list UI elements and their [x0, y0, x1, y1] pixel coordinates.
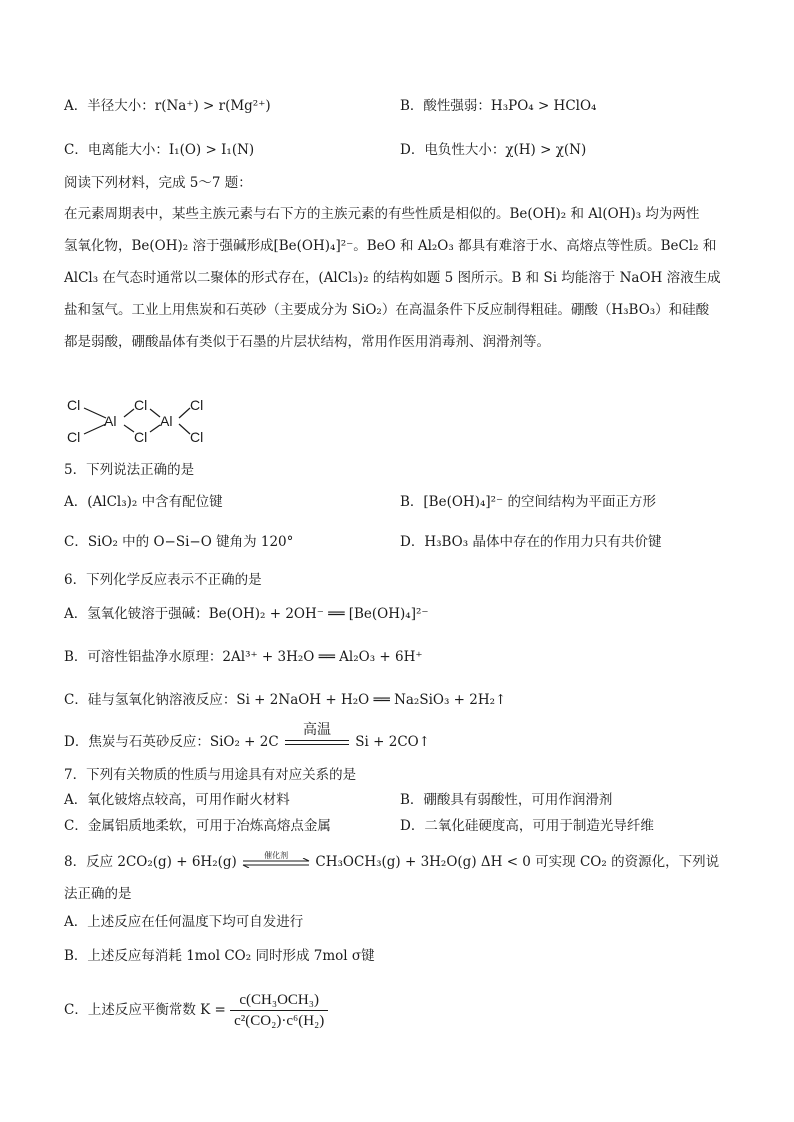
material-paragraph — [64, 204, 734, 364]
material-line: AlCl₃ 在气态时通常以二聚体的形式存在，(AlCl₃)₂ 的结构如题 5 图所示。B 和 Si 均能溶于 NaOH 溶液生成 — [64, 270, 721, 286]
material-line: 在元素周期表中，某些主族元素与右下方的主族元素的有些性质是相似的。Be(OH)₂ 和 Al(OH)₃ 均为两性 — [64, 206, 700, 222]
chlorine-atom-label: Cl — [67, 429, 81, 445]
alcl3-dimer-structure — [62, 392, 222, 450]
catalyst-label: 催化剂 — [264, 851, 289, 860]
q4-option-d: D．电负性大小：χ(H) > χ(N) — [400, 142, 587, 158]
fraction-numerator: c(CH₃OCH₃) — [230, 990, 328, 1011]
q6-option-a: A．氢氧化铍溶于强碱：Be(OH)₂ + 2OH⁻ ══ [Be(OH)₄]²⁻ — [64, 606, 429, 622]
q7-option-c: C．金属铝质地柔软，可用于冶炼高熔点金属 — [64, 818, 331, 834]
q7-option-a: A．氧化铍熔点较高，可用作耐火材料 — [64, 792, 290, 808]
q6-option-d — [64, 722, 431, 752]
q4-option-c: C．电离能大小：I₁(O) > I₁(N) — [64, 142, 255, 158]
chlorine-atom-label: Cl — [134, 397, 148, 413]
chlorine-atom-label: Cl — [190, 397, 204, 413]
aluminum-atom-label: Al — [160, 413, 173, 429]
q7-stem: 7．下列有关物质的性质与用途具有对应关系的是 — [64, 767, 357, 783]
q8-products: CH₃OCH₃(g) + 3H₂O(g) ΔH < 0 可实现 CO₂ 的资源化，下列说 — [315, 854, 720, 870]
equilibrium-constant-fraction — [230, 990, 328, 1031]
q8-stem-line2: 法正确的是 — [64, 886, 132, 902]
q5-stem: 5．下列说法正确的是 — [64, 462, 195, 478]
q7-option-b: B．硼酸具有弱酸性，可用作润滑剂 — [400, 792, 613, 808]
high-temp-equals-sign — [283, 722, 351, 752]
q7-option-d: D．二氧化硅硬度高，可用于制造光导纤维 — [400, 818, 654, 834]
q8-option-a: A．上述反应在任何温度下均可自发进行 — [64, 914, 304, 930]
aluminum-atom-label: Al — [104, 413, 117, 429]
q8-stem — [64, 852, 719, 872]
q5-option-d: D．H₃BO₃ 晶体中存在的作用力只有共价键 — [400, 534, 662, 550]
q5-option-c: C．SiO₂ 中的 O−Si−O 键角为 120° — [64, 534, 294, 550]
chlorine-atom-label: Cl — [67, 397, 81, 413]
material-intro: 阅读下列材料，完成 5～7 题： — [64, 175, 252, 191]
q6-d-products: Si + 2CO↑ — [355, 734, 431, 750]
material-line: 氢氧化物，Be(OH)₂ 溶于强碱形成[Be(OH)₄]²⁻。BeO 和 Al₂O₃ 都具有难溶于水、高熔点等性质。BeCl₂ 和 — [64, 238, 717, 254]
q4-option-b: B．酸性强弱：H₃PO₄ > HClO₄ — [400, 98, 597, 114]
q8-option-b: B．上述反应每消耗 1mol CO₂ 同时形成 7mol σ键 — [64, 948, 375, 964]
reaction-condition: 高温 — [302, 722, 331, 738]
q6-d-reactants: D．焦炭与石英砂反应：SiO₂ + 2C — [64, 734, 279, 750]
fraction-denominator: c²(CO₂)·c⁶(H₂) — [234, 1013, 325, 1029]
chlorine-atom-label: Cl — [190, 429, 204, 445]
q6-stem: 6．下列化学反应表示不正确的是 — [64, 572, 262, 588]
q8-reactants: 8．反应 2CO₂(g) + 6H₂(g) — [64, 854, 237, 870]
q5-option-a: A．(AlCl₃)₂ 中含有配位键 — [64, 494, 223, 510]
q5-option-b: B．[Be(OH)₄]²⁻ 的空间结构为平面正方形 — [400, 494, 656, 510]
q8-option-c — [64, 990, 328, 1031]
q4-option-a: A．半径大小：r(Na⁺) > r(Mg²⁺) — [64, 98, 271, 114]
chlorine-atom-label: Cl — [134, 429, 148, 445]
q8-c-text: C．上述反应平衡常数 K = — [64, 1002, 226, 1018]
q6-option-c: C．硅与氢氧化钠溶液反应：Si + 2NaOH + H₂O ══ Na₂SiO₃ + 2H₂↑ — [64, 692, 507, 708]
reversible-arrow — [241, 852, 311, 872]
q6-option-b: B．可溶性铝盐净水原理：2Al³⁺ + 3H₂O ══ Al₂O₃ + 6H⁺ — [64, 649, 423, 665]
material-line: 盐和氢气。工业上用焦炭和石英砂（主要成分为 SiO₂）在高温条件下反应制得粗硅。硼酸（H₃BO₃）和硅酸 — [64, 302, 710, 318]
material-line: 都是弱酸，硼酸晶体有类似于石墨的片层状结构，常用作医用消毒剂、润滑剂等。 — [64, 334, 550, 350]
